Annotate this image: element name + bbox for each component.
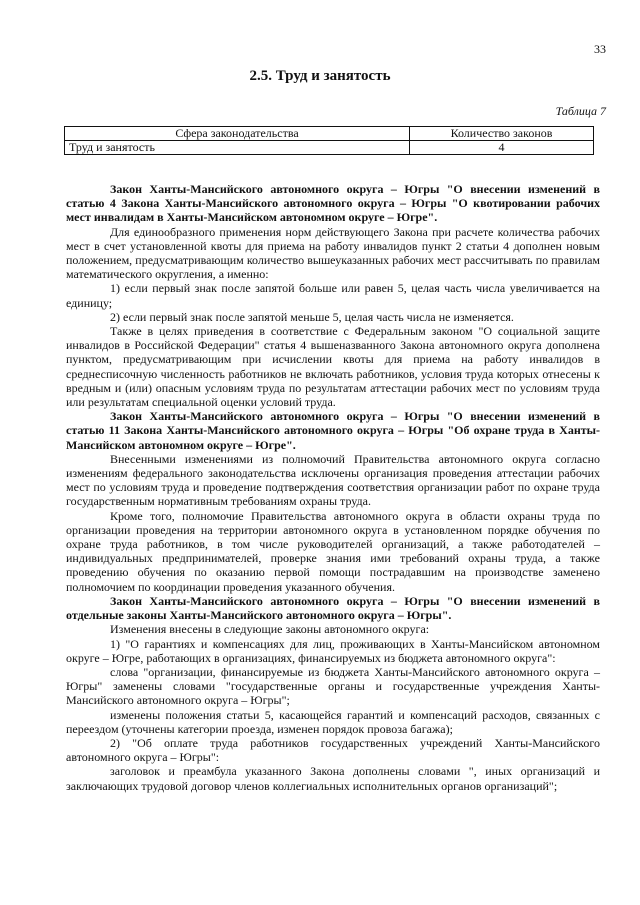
paragraph: 2) "Об оплате труда работников государственных учреждений Ханты-Мансийского автономного округа – Югры": <box>66 735 600 765</box>
table-header-cell: Количество законов <box>410 127 594 141</box>
paragraph: Также в целях приведения в соответствие с Федеральным законом "О социальной защите инвалидов в Российской Федерации" статья 4 вышеназванного Закона автономного округа дополнена пунктом, предусматривающим при исчислении квоты для приема на работу инвалидов в среднесписочную численность работников не включать работников, условия труда которых отнесены к вредным и (или) опасным условиям труда по результатам аттестации рабочих мест по условиям труда или результатам специальной оценки условий труда. <box>66 324 600 410</box>
table-header-cell: Сфера законодательства <box>65 127 410 141</box>
law-heading: Закон Ханты-Мансийского автономного округа – Югры "О внесении изменений в статью 4 Закона Ханты-Мансийского автономного округа – Югры "О квотировании рабочих мест инвалидам в Ханты-Мансийском автономном округе – Югре". <box>66 182 600 225</box>
law-heading: Закон Ханты-Мансийского автономного округа – Югры "О внесении изменений в статью 11 Закона Ханты-Мансийского автономного округа – Югры "Об охране труда в Ханты-Мансийском автономном округе – Югре". <box>66 409 600 452</box>
page-number: 33 <box>594 42 606 56</box>
paragraph: 1) если первый знак после запятой больше или равен 5, целая часть числа увеличивается на единицу; <box>66 281 600 310</box>
paragraph: 2) если первый знак после запятой меньше 5, целая часть числа не изменяется. <box>110 309 514 324</box>
paragraph: Внесенными изменениями из полномочий Правительства автономного округа согласно изменениям федерального законодательства исключены организация проведения аттестации рабочих мест по условиям труда и проведение подтверждения соответствия организации работ по охране труда государственным нормативным требованиям охраны труда. <box>66 451 600 509</box>
law-heading: Закон Ханты-Мансийского автономного округа – Югры "О внесении изменений в отдельные законы Ханты-Мансийского автономного округа – Югры". <box>66 593 600 623</box>
paragraph: слова "организации, финансируемые из бюджета Ханты-Мансийского автономного округа – Югры" заменены словами "государственные органы и государственные учреждения Ханты-Мансийского автономного округа – Югры"; <box>66 664 600 708</box>
table-cell: Труд и занятость <box>65 141 410 155</box>
table-row <box>65 141 594 155</box>
body-text <box>66 182 600 793</box>
table-cell: 4 <box>410 141 594 155</box>
table-header-row <box>65 127 594 141</box>
section-title: 2.5. Труд и занятость <box>249 68 391 84</box>
paragraph: 1) "О гарантиях и компенсациях для лиц, проживающих в Ханты-Мансийском автономном округе – Югре, работающих в организациях, финансируемых из бюджета автономного округа": <box>66 636 600 665</box>
laws-table <box>64 126 594 155</box>
paragraph: Для единообразного применения норм действующего Закона при расчете количества рабочих мест в счет установленной квоты для приема на работу инвалидов пункт 2 статьи 4 дополнен новым положением, предусматривающим количество вышеуказанных рабочих мест рассчитывать по правилам математического округления, а именно: <box>66 224 600 282</box>
paragraph: Кроме того, полномочие Правительства автономного округа в области охраны труда по организации проведения на территории автономного округа в установленном порядке обучения по охране труда работников, в том числе руководителей организаций, а также работодателей – индивидуальных предпринимателей, проверке знания ими требований охраны труда, а также проведению обучения по оказанию первой помощи пострадавшим на производстве заменено полномочием по координации проведения указанного обучения. <box>66 508 600 594</box>
paragraph: заголовок и преамбула указанного Закона дополнены словами ", иных организаций и заключающих трудовой договор членов коллегиальных исполнительных органов организаций"; <box>66 764 600 793</box>
paragraph: изменены положения статьи 5, касающейся гарантий и компенсаций расходов, связанных с переездом (уточнены категории проезда, изменен порядок провоза багажа); <box>66 707 600 736</box>
table-label: Таблица 7 <box>555 104 606 118</box>
paragraph: Изменения внесены в следующие законы автономного округа: <box>110 622 430 637</box>
